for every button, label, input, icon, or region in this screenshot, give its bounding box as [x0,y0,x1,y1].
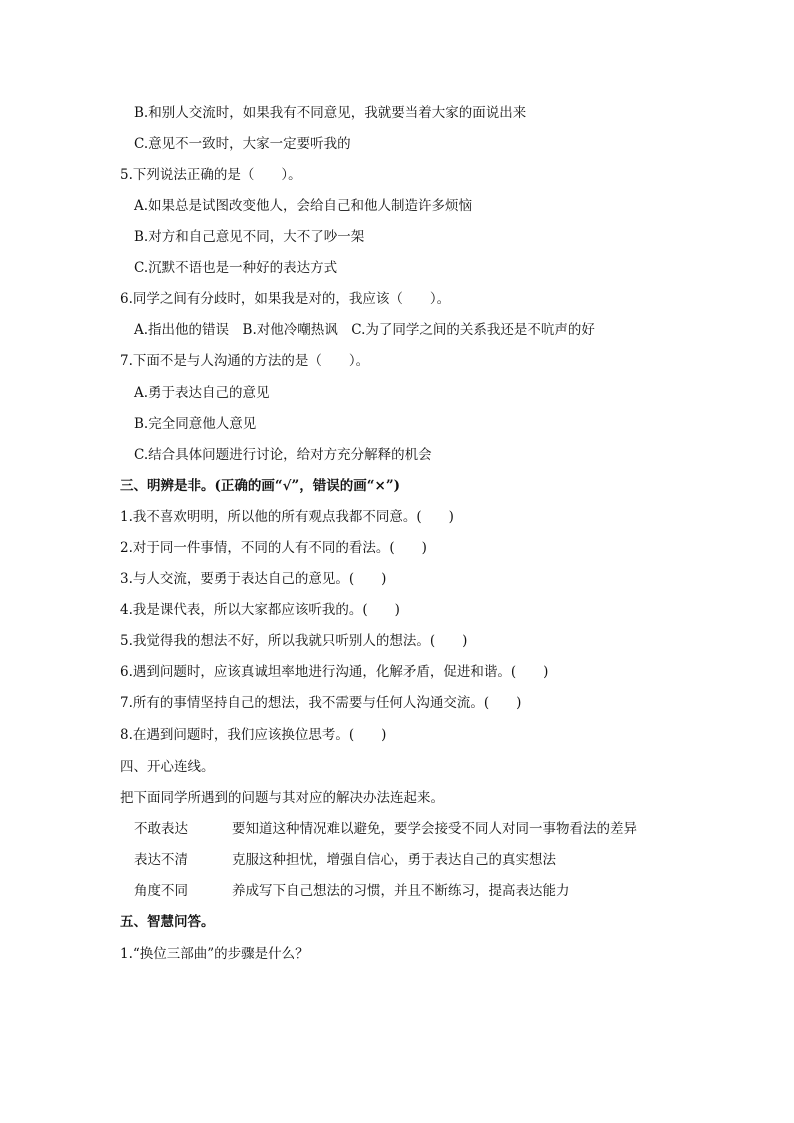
judgement-item: 7.所有的事情坚持自己的想法，我不需要与任何人沟通交流。( ) [120,695,522,711]
match-problem: 表达不清 [134,852,188,868]
section-instruction: 把下面同学所遇到的问题与其对应的解决办法连起来。 [120,790,444,806]
question-line: 1.“换位三部曲”的步骤是什么？ [120,946,309,962]
judgement-item: 2.对于同一件事情，不同的人有不同的看法。( ) [120,540,427,556]
option-line: C.结合具体问题进行讨论，给对方充分解释的机会 [134,447,432,463]
match-problem: 角度不同 [134,883,188,899]
option-line: C.沉默不语也是一种好的表达方式 [134,260,338,276]
option-line: A.如果总是试图改变他人，会给自己和他人制造许多烦恼 [134,198,473,214]
judgement-item: 6.遇到问题时，应该真诚坦率地进行沟通，化解矛盾，促进和谐。( ) [120,664,549,680]
option-line: A.勇于表达自己的意见 [134,385,270,401]
option-line: B.对方和自己意见不同，大不了吵一架 [134,229,365,245]
section-heading: 四、开心连线。 [120,759,215,775]
section-heading: 三、明辨是非。(正确的画“√”，错误的画“×”) [120,478,401,494]
section-heading: 五、智慧问答。 [120,914,215,930]
match-solution: 要知道这种情况难以避免，要学会接受不同人对同一事物看法的差异 [232,821,637,837]
option-line: B.和别人交流时，如果我有不同意见，我就要当着大家的面说出来 [134,105,527,121]
option-line: A.指出他的错误 B.对他冷嘲热讽 C.为了同学之间的关系我还是不吭声的好 [134,322,595,338]
match-solution: 克服这种担忧，增强自信心，勇于表达自己的真实想法 [232,852,556,868]
option-line: B.完全同意他人意见 [134,416,257,432]
match-problem: 不敢表达 [134,821,188,837]
judgement-item: 8.在遇到问题时，我们应该换位思考。( ) [120,727,387,743]
option-line: C.意见不一致时，大家一定要听我的 [134,136,351,152]
question-line: 5.下列说法正确的是（ ）。 [120,167,302,183]
judgement-item: 3.与人交流，要勇于表达自己的意见。( ) [120,571,387,587]
question-line: 7.下面不是与人沟通的方法的是（ ）。 [120,353,370,369]
question-line: 6.同学之间有分歧时，如果我是对的，我应该（ ）。 [120,291,451,307]
judgement-item: 5.我觉得我的想法不好，所以我就只听别人的想法。( ) [120,633,468,649]
match-solution: 养成写下自己想法的习惯，并且不断练习，提高表达能力 [232,883,570,899]
judgement-item: 4.我是课代表，所以大家都应该听我的。( ) [120,602,400,618]
judgement-item: 1.我不喜欢明明，所以他的所有观点我都不同意。( ) [120,509,454,525]
